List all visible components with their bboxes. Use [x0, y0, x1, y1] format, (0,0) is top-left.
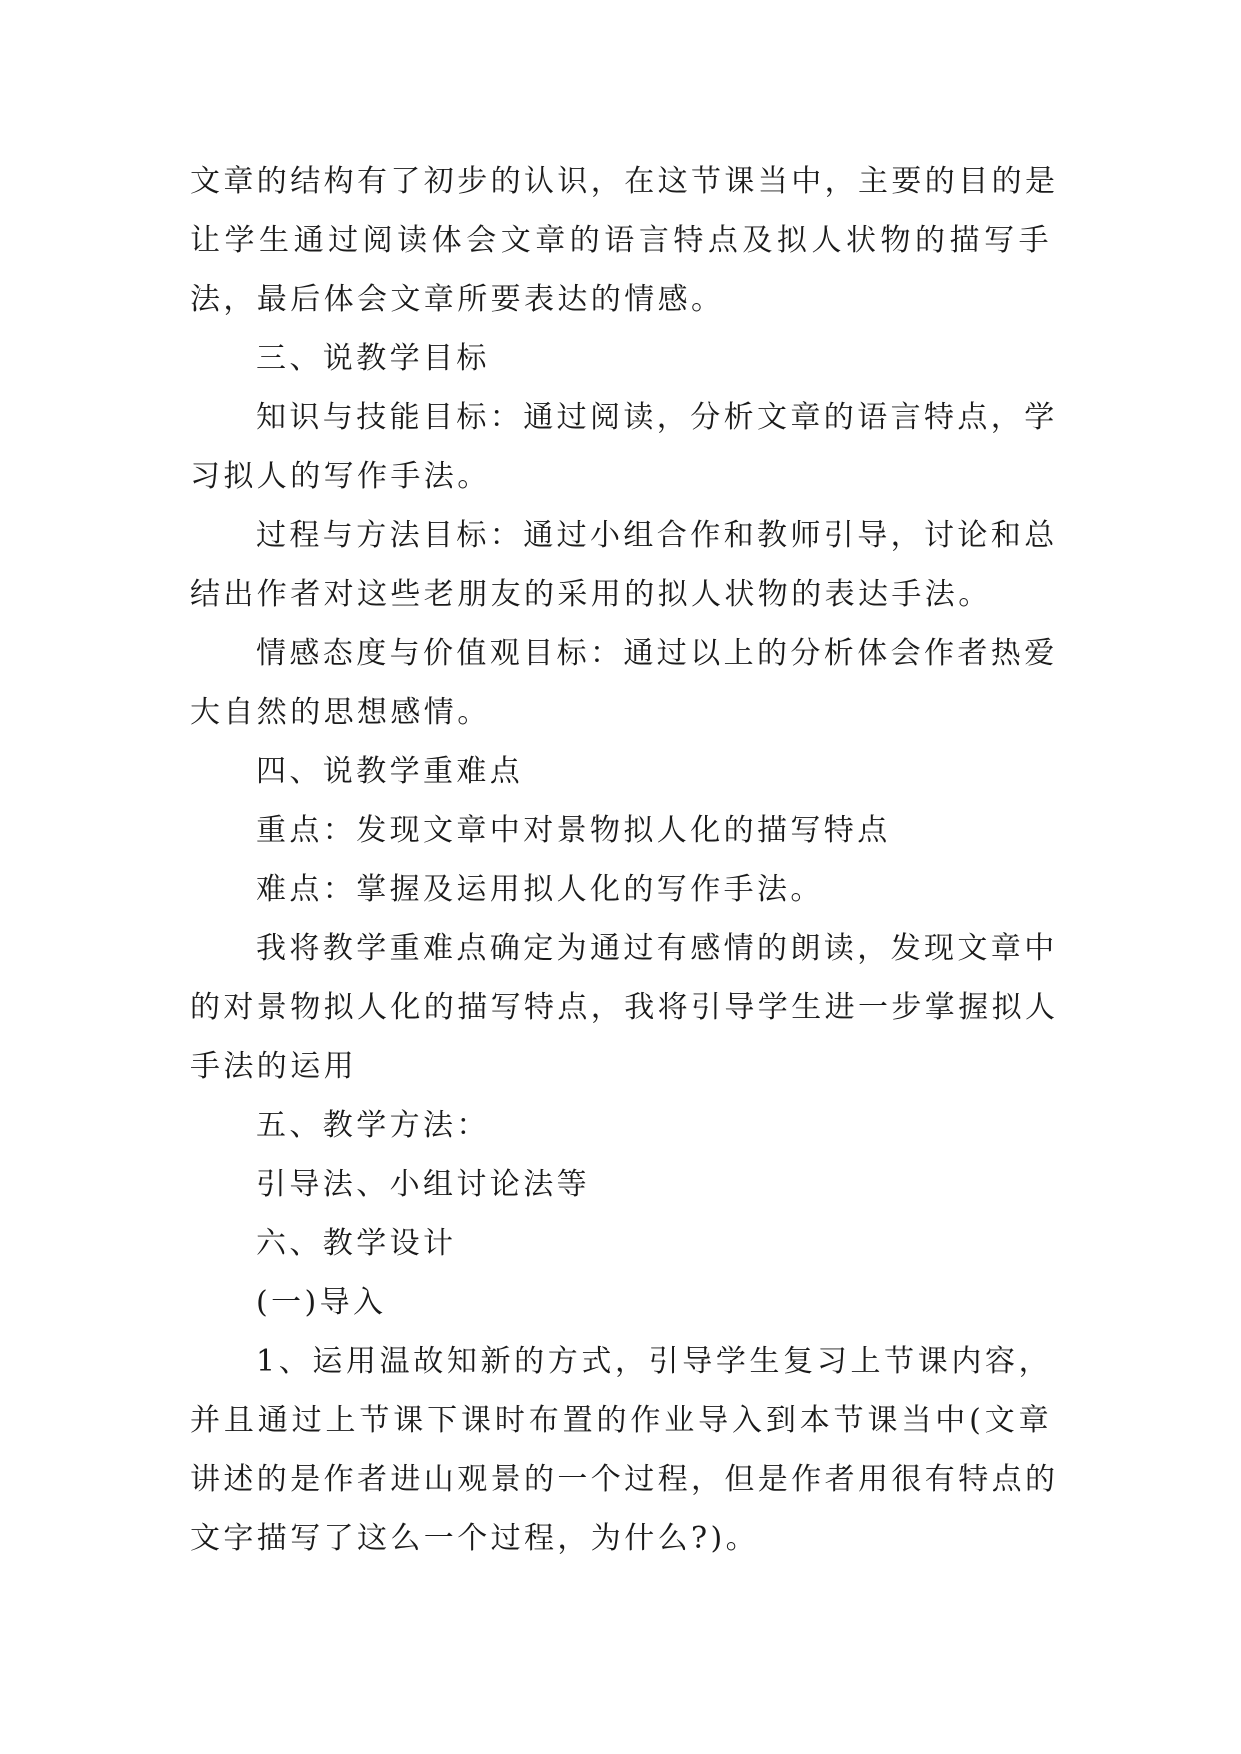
text-line: 并且通过上节课下课时布置的作业导入到本节课当中(文章	[190, 1403, 1052, 1438]
text-line: 的对景物拟人化的描写特点，我将引导学生进一步掌握拟人	[190, 990, 1059, 1025]
text-line: 难点：掌握及运用拟人化的写作手法。	[256, 872, 824, 907]
text-line: 手法的运用	[190, 1049, 357, 1084]
paragraph-key-difficult-explanation	[190, 919, 1059, 1096]
section-heading-teaching-objectives	[190, 329, 1052, 388]
heading-text: (一)导入	[256, 1285, 387, 1320]
section-heading-key-difficult-points	[190, 742, 1052, 801]
text-line: 文章的结构有了初步的认识，在这节课当中，主要的目的是	[190, 164, 1059, 199]
text-line: 让学生通过阅读体会文章的语言特点及拟人状物的描写手	[190, 223, 1052, 258]
paragraph-knowledge-objective	[190, 388, 1058, 506]
text-line: 1、运用温故知新的方式，引导学生复习上节课内容，	[256, 1344, 1052, 1379]
paragraph-introduction-step-1	[190, 1332, 1059, 1568]
section-heading-teaching-methods	[190, 1096, 1052, 1155]
text-line: 习拟人的写作手法。	[190, 459, 491, 494]
text-line: 过程与方法目标：通过小组合作和教师引导，讨论和总	[256, 518, 1058, 553]
text-line: 情感态度与价值观目标：通过以上的分析体会作者热爱	[256, 636, 1058, 671]
paragraph-process-objective	[190, 506, 1058, 624]
text-line: 知识与技能目标：通过阅读，分析文章的语言特点，学	[256, 400, 1058, 435]
paragraph-emotion-objective	[190, 624, 1058, 742]
text-line: 引导法、小组讨论法等	[256, 1167, 590, 1202]
heading-text: 六、教学设计	[256, 1226, 457, 1261]
text-line: 讲述的是作者进山观景的一个过程，但是作者用很有特点的	[190, 1462, 1059, 1497]
heading-text: 四、说教学重难点	[256, 754, 524, 789]
text-line: 法，最后体会文章所要表达的情感。	[190, 282, 725, 317]
text-line: 我将教学重难点确定为通过有感情的朗读，发现文章中	[256, 931, 1058, 966]
paragraph-difficult-point	[190, 860, 1052, 919]
text-line: 大自然的思想感情。	[190, 695, 491, 730]
text-line: 文字描写了这么一个过程，为什么?)。	[190, 1521, 759, 1556]
text-line: 重点：发现文章中对景物拟人化的描写特点	[256, 813, 891, 848]
document-body	[190, 152, 1059, 1568]
section-heading-teaching-design	[190, 1214, 1052, 1273]
subsection-heading-introduction	[190, 1273, 1052, 1332]
heading-text: 五、教学方法：	[256, 1108, 490, 1143]
text-line: 结出作者对这些老朋友的采用的拟人状物的表达手法。	[190, 577, 992, 612]
paragraph-methods-list	[190, 1155, 1052, 1214]
heading-text: 三、说教学目标	[256, 341, 490, 376]
paragraph-key-point	[190, 801, 1052, 860]
paragraph-intro-continued	[190, 152, 1059, 329]
